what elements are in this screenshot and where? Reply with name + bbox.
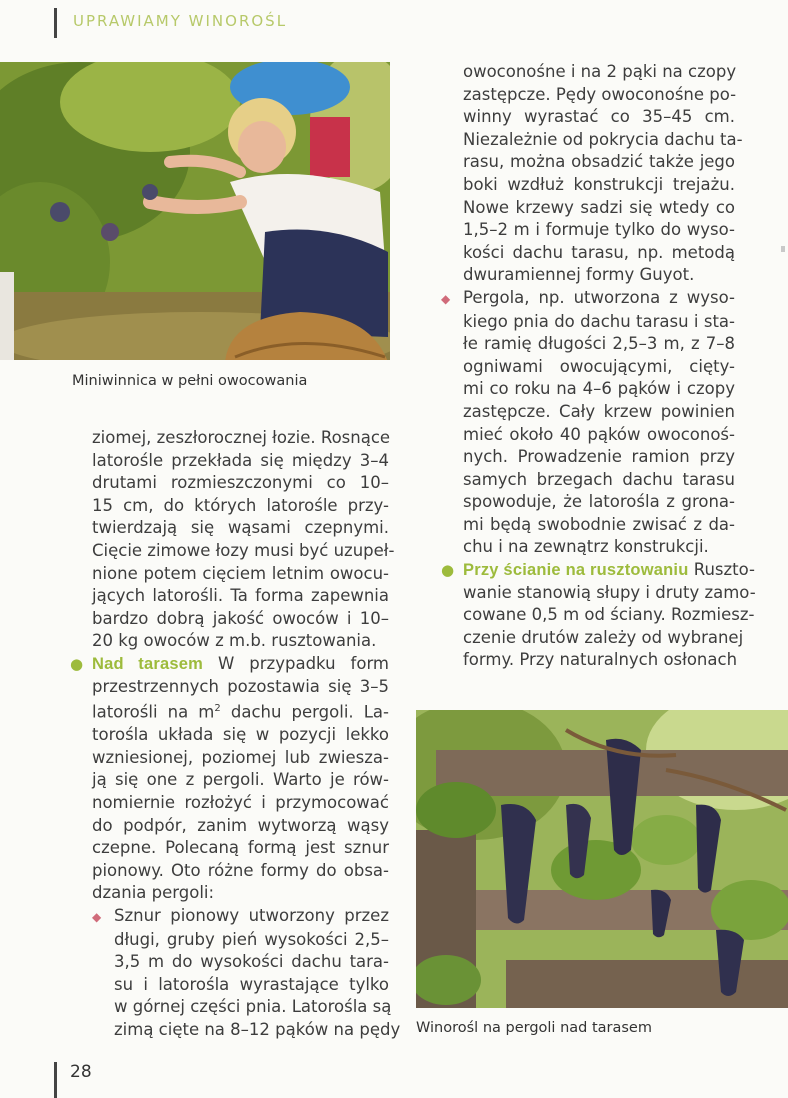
text-line: su i latorośla wyrastające tylko — [114, 974, 389, 994]
text-line: zastępcze. Cały krzew powinien — [463, 401, 735, 421]
text-line: nione potem cięciem letnim owocu- — [92, 563, 389, 583]
bullet-dot-icon: ● — [441, 561, 455, 580]
text-line: ziomej, zeszłorocznej łozie. Rosnące — [92, 428, 391, 447]
figure-caption: Winorośl na pergoli nad tarasem — [416, 1020, 652, 1036]
text-line: przestrzennych pozostawia się 3–5 — [92, 676, 389, 696]
bullet-dot-icon: ● — [70, 654, 84, 673]
text-line: zastępcze. Pędy owoconośne po- — [463, 84, 737, 104]
text-line: kiego pnia do dachu tarasu i sta- — [463, 311, 735, 331]
text-fragment: W przypadku form — [218, 653, 390, 673]
text-line: latorośli na $m^2$ dachu pergoli. La- — [92, 702, 390, 722]
text-line: mi co roku na 4–6 pąków i czopy — [463, 379, 735, 399]
text-line: nych. Prowadzenie ramion przy — [463, 447, 735, 467]
text-line: czenie drutów zależy od wybranej — [463, 627, 744, 647]
photo-vineyard-harvest — [0, 62, 390, 360]
text-line: samych brzegach dachu tarasu — [463, 469, 735, 489]
subsection-keyword: Przy ścianie na rusztowaniu — [463, 561, 689, 580]
text-line: zimą cięte na 8–12 pąków na pędy — [114, 1019, 401, 1039]
text-line: 3,5 m do wysokości dachu tara- — [114, 952, 389, 972]
bullet-diamond-icon: ◆ — [92, 909, 102, 924]
text-line: bardzo dobrą jakość owoców i 10– — [92, 608, 389, 628]
text-line: boki wzdłuż konstrukcji trejażu. — [463, 174, 735, 194]
text-line: formy. Przy naturalnych osłonach — [463, 650, 738, 670]
bullet-line: ◆ Pergola, np. utworzona z wyso- — [441, 287, 735, 311]
text-line: kości dachu tarasu, np. metodą — [463, 242, 735, 262]
section-header: UPRAWIAMY WINOROŚL — [73, 12, 288, 30]
text-line: cowane 0,5 m od ściany. Rozmiesz- — [463, 605, 755, 625]
text-line: czepne. Polecaną formą jest sznur — [92, 838, 389, 858]
text-line: chu i na zewnątrz konstrukcji. — [463, 537, 709, 557]
text-column-right — [441, 61, 756, 672]
text-line: spowoduje, że latorośla z grona- — [463, 492, 735, 512]
text-line: rasu, można obsadzić także jego — [463, 152, 735, 172]
text-line: łe ramię długości 2,5–3 m, z 7–8 — [463, 334, 735, 354]
text-line: w górnej części pnia. Latorośla są — [114, 997, 392, 1017]
text-column-left — [70, 427, 401, 1042]
text-line: dzania pergoli: — [92, 883, 215, 903]
header-rule — [54, 8, 57, 38]
text-line: Nowe krzewy sadzi się wtedy co — [463, 197, 735, 217]
text-line: torośla układa się w pozycji lekko — [92, 725, 389, 745]
bullet-diamond-icon: ◆ — [441, 291, 451, 306]
text-fragment: Ruszto- — [693, 560, 755, 580]
page-number: 28 — [70, 1062, 92, 1082]
text-line: do podpór, zanim wytworzą wąsy — [92, 815, 389, 835]
text-line: ogniwami owocującymi, cięty- — [463, 356, 735, 376]
text-line: pionowy. Oto różne formy do obsa- — [92, 860, 389, 880]
text-line: mi będą swobodnie zwisać z da- — [463, 514, 735, 534]
text-line: ją się one z pergoli. Warto je rów- — [92, 770, 389, 790]
footer-rule — [54, 1062, 57, 1098]
text-line: Cięcie zimowe łozy musi być uzupeł- — [92, 540, 395, 560]
edge-mark — [781, 246, 785, 252]
text-line: mieć około 40 pąków owoconoś- — [463, 424, 735, 444]
text-line: wanie stanowią słupy i druty zamo- — [463, 582, 756, 602]
text-line: 20 kg owoców z m.b. rusztowania. — [92, 631, 377, 651]
text-line: winny wyrastać co 35–45 cm. — [463, 107, 735, 127]
figure-caption: Miniwinnica w pełni owocowania — [72, 373, 308, 389]
text-line: nomiernie rozłożyć i przymocować — [92, 793, 389, 812]
text-line: owoconośne i na 2 pąki na czopy — [463, 62, 737, 81]
text-line: 15 cm, do których latorośle przy- — [92, 495, 389, 515]
text-line: drutami rozmieszczonymi co 10– — [92, 473, 389, 493]
photo-pergola-grapes — [416, 710, 788, 1008]
subsection-keyword: Nad tarasem — [92, 654, 203, 673]
bullet-line: ◆ Sznur pionowy utworzony przez — [92, 905, 389, 929]
text-line: Niezależnie od pokrycia dachu ta- — [463, 129, 743, 149]
text-line: twierdzają się wąsami czepnymi. — [92, 518, 389, 538]
text-line: latorośle przekłada się między 3–4 — [92, 450, 389, 470]
text-line: długi, gruby pień wysokości 2,5– — [114, 929, 389, 949]
subsection-heading-line — [70, 653, 389, 676]
text-line: jących latorośli. Ta forma zapewnia — [92, 586, 389, 606]
text-line: 1,5–2 m i formuje tylko do wyso- — [463, 220, 735, 240]
subsection-heading-line — [441, 559, 755, 582]
text-line: dwuramiennej formy Guyot. — [463, 265, 695, 285]
text-line: wzniesionej, poziomej lub zwiesza- — [92, 747, 389, 767]
